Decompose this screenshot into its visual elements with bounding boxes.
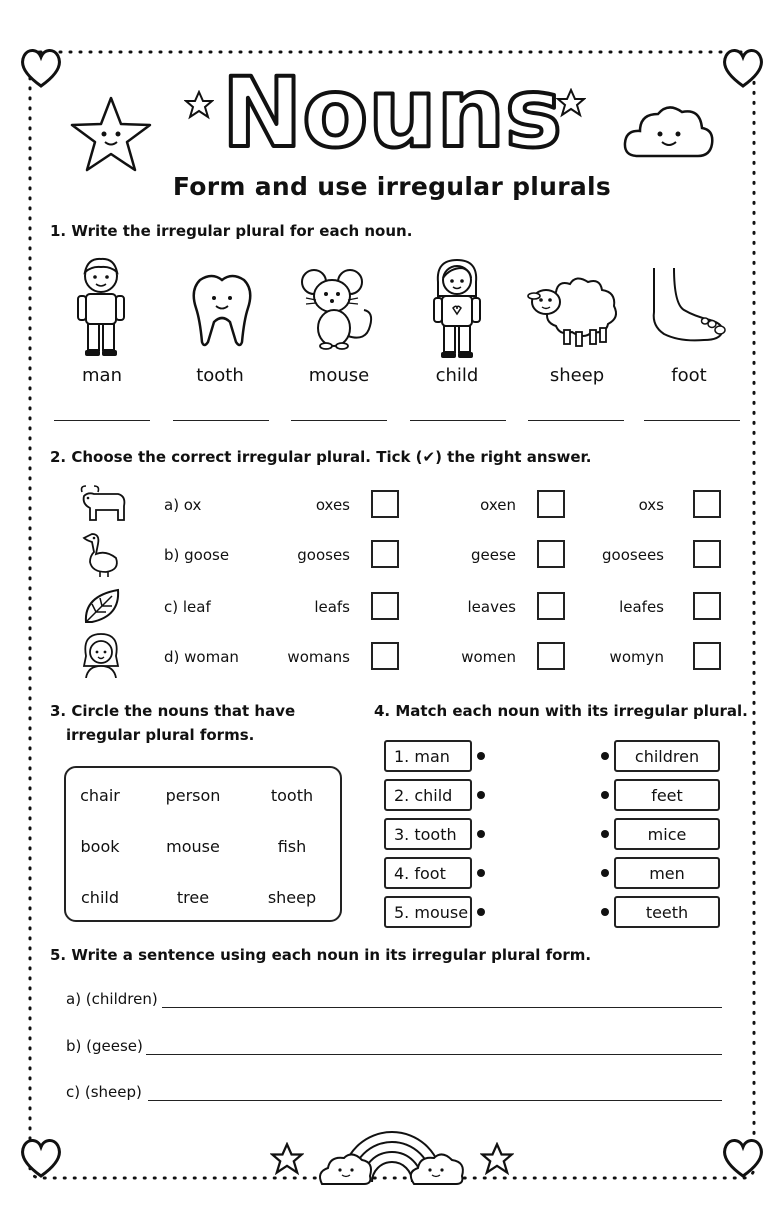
girl-icon bbox=[430, 256, 484, 360]
sheep-icon bbox=[526, 272, 622, 348]
question-label: c) leaf bbox=[164, 598, 211, 616]
tick-box[interactable] bbox=[537, 642, 565, 670]
option-text: leafes bbox=[619, 598, 664, 616]
small-star-icon bbox=[270, 1142, 304, 1176]
answer-line[interactable] bbox=[528, 420, 624, 421]
smiling-cloud-icon bbox=[620, 96, 716, 166]
match-dot[interactable] bbox=[601, 791, 609, 799]
small-star-icon bbox=[184, 90, 214, 120]
heart-icon bbox=[18, 1134, 64, 1180]
tick-box[interactable] bbox=[693, 540, 721, 568]
ox-icon bbox=[78, 482, 128, 524]
match-dot[interactable] bbox=[477, 869, 485, 877]
heart-icon bbox=[720, 1134, 766, 1180]
option-text: womyn bbox=[609, 648, 664, 666]
question-label: d) woman bbox=[164, 648, 239, 666]
leaf-icon bbox=[82, 586, 122, 626]
goose-icon bbox=[82, 530, 122, 578]
option-text: geese bbox=[470, 546, 516, 564]
match-plural-box[interactable]: mice bbox=[614, 818, 720, 850]
option-text: oxs bbox=[638, 496, 664, 514]
match-noun-box[interactable]: 3. tooth bbox=[384, 818, 472, 850]
boy-icon bbox=[74, 254, 128, 358]
tooth-icon bbox=[190, 272, 254, 348]
sentence-line[interactable] bbox=[162, 1007, 722, 1008]
match-plural-box[interactable]: teeth bbox=[614, 896, 720, 928]
option-text: women bbox=[461, 648, 516, 666]
question-label: a) ox bbox=[164, 496, 202, 514]
match-dot[interactable] bbox=[601, 869, 609, 877]
answer-line[interactable] bbox=[291, 420, 387, 421]
subtitle: Form and use irregular plurals bbox=[172, 172, 612, 201]
woman-icon bbox=[80, 632, 122, 678]
match-noun-box[interactable]: 5. mouse bbox=[384, 896, 472, 928]
section2-heading: 2. Choose the correct irregular plural. Tick (✔) the right answer. bbox=[50, 448, 592, 466]
match-noun-box[interactable]: 1. man bbox=[384, 740, 472, 772]
mouse-icon bbox=[300, 266, 378, 350]
smiling-star-icon bbox=[68, 94, 154, 174]
match-noun-box[interactable]: 4. foot bbox=[384, 857, 472, 889]
section5-heading: 5. Write a sentence using each noun in its irregular plural form. bbox=[50, 946, 592, 964]
option-text: leafs bbox=[314, 598, 350, 616]
answer-line[interactable] bbox=[644, 420, 740, 421]
option-text: goosees bbox=[602, 546, 664, 564]
tick-box[interactable] bbox=[371, 540, 399, 568]
option-text: leaves bbox=[467, 598, 516, 616]
circle-word[interactable]: mouse bbox=[166, 837, 220, 856]
answer-line[interactable] bbox=[54, 420, 150, 421]
tick-box[interactable] bbox=[537, 490, 565, 518]
circle-word[interactable]: book bbox=[80, 837, 120, 856]
tick-box[interactable] bbox=[537, 540, 565, 568]
tick-box[interactable] bbox=[371, 490, 399, 518]
option-text: oxes bbox=[315, 496, 350, 514]
rainbow-clouds-icon bbox=[316, 1112, 468, 1188]
tick-box[interactable] bbox=[693, 592, 721, 620]
match-plural-box[interactable]: feet bbox=[614, 779, 720, 811]
circle-word[interactable]: tooth bbox=[270, 786, 314, 805]
match-dot[interactable] bbox=[601, 908, 609, 916]
option-text: gooses bbox=[297, 546, 350, 564]
match-dot[interactable] bbox=[477, 752, 485, 760]
circle-word[interactable]: chair bbox=[80, 786, 120, 805]
match-dot[interactable] bbox=[477, 791, 485, 799]
title-nouns bbox=[222, 54, 562, 164]
circle-word[interactable]: child bbox=[81, 888, 119, 907]
circle-word[interactable]: sheep bbox=[267, 888, 317, 907]
match-plural-box[interactable]: men bbox=[614, 857, 720, 889]
foot-icon bbox=[644, 266, 728, 346]
match-plural-box[interactable]: children bbox=[614, 740, 720, 772]
answer-line[interactable] bbox=[410, 420, 506, 421]
circle-word[interactable]: person bbox=[165, 786, 221, 805]
noun-word: child bbox=[435, 365, 479, 386]
match-dot[interactable] bbox=[477, 908, 485, 916]
tick-box[interactable] bbox=[371, 592, 399, 620]
tick-box[interactable] bbox=[537, 592, 565, 620]
heart-icon bbox=[18, 44, 64, 90]
sentence-line[interactable] bbox=[146, 1054, 722, 1055]
match-dot[interactable] bbox=[477, 830, 485, 838]
noun-word: tooth bbox=[196, 365, 244, 386]
sentence-line[interactable] bbox=[148, 1100, 722, 1101]
tick-box[interactable] bbox=[371, 642, 399, 670]
option-text: womans bbox=[287, 648, 350, 666]
tick-box[interactable] bbox=[693, 490, 721, 518]
question-label: b) goose bbox=[164, 546, 230, 564]
noun-word: man bbox=[82, 365, 122, 386]
sentence-prompt: a) (children) bbox=[66, 990, 158, 1008]
small-star-icon bbox=[480, 1142, 514, 1176]
match-dot[interactable] bbox=[601, 830, 609, 838]
match-dot[interactable] bbox=[601, 752, 609, 760]
noun-word: foot bbox=[671, 365, 707, 386]
section3-heading-line1: 3. Circle the nouns that have bbox=[50, 702, 296, 720]
section4-heading: 4. Match each noun with its irregular plural. bbox=[374, 702, 748, 720]
tick-box[interactable] bbox=[693, 642, 721, 670]
sentence-prompt: c) (sheep) bbox=[66, 1083, 142, 1101]
noun-word: mouse bbox=[308, 365, 370, 386]
circle-word[interactable]: fish bbox=[277, 837, 307, 856]
heart-icon bbox=[720, 44, 766, 90]
noun-word: sheep bbox=[549, 365, 605, 386]
sentence-prompt: b) (geese) bbox=[66, 1037, 143, 1055]
section3-heading-line2: irregular plural forms. bbox=[66, 726, 255, 744]
match-noun-box[interactable]: 2. child bbox=[384, 779, 472, 811]
section1-heading: 1. Write the irregular plural for each noun. bbox=[50, 222, 413, 240]
option-text: oxen bbox=[480, 496, 516, 514]
svg-text:Nouns: Nouns bbox=[222, 57, 562, 164]
circle-word[interactable]: tree bbox=[176, 888, 210, 907]
answer-line[interactable] bbox=[173, 420, 269, 421]
